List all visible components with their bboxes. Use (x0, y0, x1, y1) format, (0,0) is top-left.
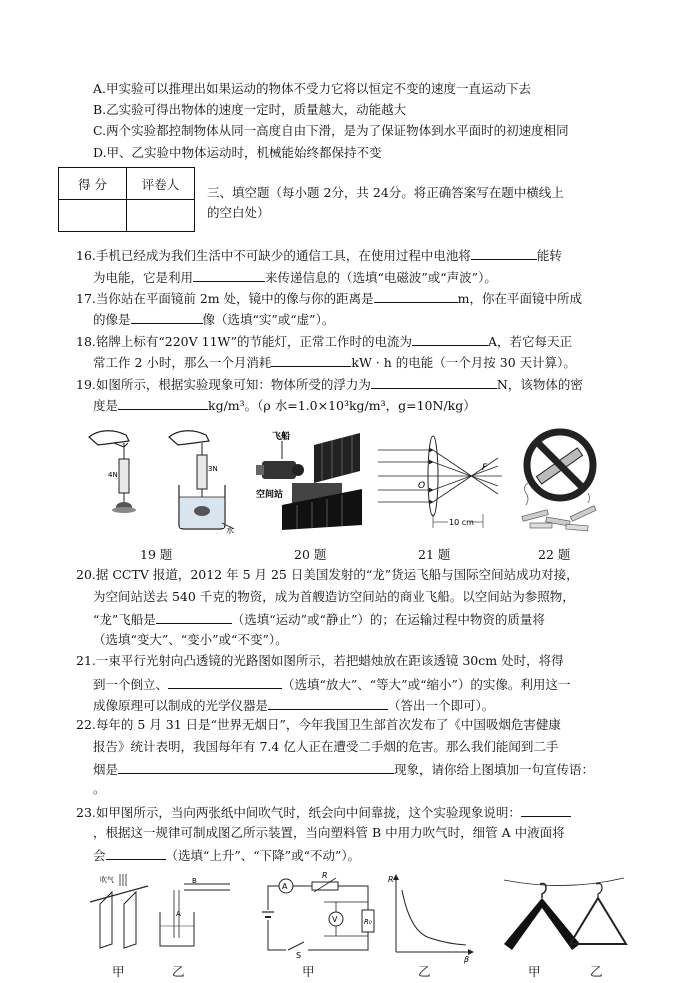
q21-line1: 21.一束平行光射向凸透镜的光路图如图所示，若把蜡烛放在距该透镜 30cm 处时，将得 (76, 653, 564, 668)
q20-line3: “龙”飞船是 （选填“运动”或“静止”）的；在运输过程中物资的质量将 (93, 612, 545, 627)
grader-cell[interactable] (127, 200, 195, 232)
q19-line2: 度是 kg/m³。（ρ 水=1.0×10³kg/m³，g=10N/kg） (93, 398, 476, 413)
label-o: O (418, 481, 426, 491)
figure-tube (152, 876, 232, 948)
q17-line1: 17.当你站在平面镜前 2m 处，镜中的像与你的距离是 m，你在平面镜中所成 (76, 291, 582, 306)
q23-blank2[interactable] (106, 846, 166, 860)
label-3n: 3N (208, 465, 218, 473)
q23-line1: 23.如甲图所示，当向两张纸中间吹气时，纸会向中间靠拢，这个实验现象说明： (76, 803, 571, 821)
q16-line1: 16.手机已经成为我们生活中不可缺少的通信工具，在使用过程中电池将 能转 (76, 248, 562, 263)
caption-yi-1: 乙 (172, 964, 185, 979)
q18-blank1[interactable] (412, 332, 488, 346)
q19-line1: 19.如图所示，根据实验现象可知：物体所受的浮力为 N，该物体的密 (76, 377, 583, 392)
label-r: R (322, 871, 328, 880)
figure-21 (378, 432, 504, 532)
label-switch: S (296, 951, 302, 960)
paper-right (124, 892, 136, 948)
q22-line3: 烟是 现象，请你给上图填加一句宣传语： (93, 762, 595, 777)
q22-blank1[interactable] (118, 760, 394, 774)
section-title: 三、填空题（每小题 2分，共 24分。将正确答案写在题中横线上 (207, 185, 564, 200)
q17-blank1[interactable] (374, 289, 458, 303)
rheostat-icon (312, 882, 338, 890)
q19-blank2[interactable] (118, 396, 208, 410)
score-cell[interactable] (59, 200, 127, 232)
q21-blank1[interactable] (168, 675, 282, 689)
hand-right-icon (169, 431, 209, 445)
hanger-thick-icon (504, 884, 580, 951)
figure-20 (252, 425, 362, 530)
label-water: 水 (226, 526, 234, 535)
caption-jia-1: 甲 (112, 964, 125, 979)
figure-22 (516, 425, 602, 533)
q20-line2: 为空间站送去 540 千克的物资，成为首艘造访空间站的商业飞船。以空间站为参照物， (93, 589, 575, 604)
caption-19: 19 题 (140, 547, 173, 562)
option-c: C.两个实验都控制物体从同一高度自由下滑，是为了保证物体到水平面时的初速度相同 (93, 123, 569, 138)
caption-21: 21 题 (418, 547, 451, 562)
option-a: A.甲实验可以推理出如果运动的物体不受力它将以恒定不变的速度一直运动下去 (93, 81, 532, 96)
hand-left-icon (89, 431, 129, 447)
caption-yi-3: 乙 (590, 964, 603, 979)
q23-line3: 会 （选填“上升”、“下降”或“不动”）。 (93, 848, 361, 863)
q20-line4: （选填“变大”、“变小”或“不变”）。 (93, 632, 288, 647)
label-graph-x: β (464, 955, 470, 964)
q21-blank2[interactable] (268, 696, 388, 710)
caption-jia-2: 甲 (302, 964, 315, 979)
caption-20: 20 题 (294, 547, 327, 562)
label-blow: 吹气 (100, 876, 114, 884)
q22-line2: 报告》统计表明，我国每年有 7.4 亿人正在遭受二手烟的危害。那么我们能闻到二手 (93, 739, 559, 754)
q16-blank1[interactable] (471, 246, 537, 260)
label-10cm: 10 cm (449, 518, 474, 527)
q23-blank1[interactable] (521, 803, 571, 817)
figure-19 (84, 425, 234, 535)
option-b: B.乙实验可得出物体的速度一定时，质量越大，动能越大 (93, 102, 407, 117)
label-r0: R₀ (364, 918, 372, 926)
label-ship: 飞船 (272, 432, 291, 442)
label-ammeter: A (282, 882, 288, 891)
q18-line2: 常工作 2 小时，那么一个月消耗 kW · h 的电能（一个月按 30 天计算）。 (93, 355, 576, 370)
q23-line2: ，根据这一规律可制成图乙所示装置，当向塑料管 B 中用力吹气时，细管 A 中液面将 (93, 825, 565, 840)
spring-scale-right (197, 455, 207, 489)
score-table (58, 167, 195, 232)
q19-blank1[interactable] (371, 375, 497, 389)
q22-line1: 22.每年的 5 月 31 日是“世界无烟日”，今年我国卫生部首次发布了《中国吸烟危害健康 (76, 717, 561, 732)
label-voltmeter: V (332, 915, 338, 924)
grader-header: 评卷人 (127, 168, 195, 200)
section-title-cont: 的空白处） (207, 205, 270, 220)
label-station: 空间站 (256, 490, 284, 500)
label-4n: 4N (108, 471, 118, 479)
label-graph-y: R (388, 875, 394, 884)
hanger-thin-icon (570, 884, 626, 945)
paper-left (100, 892, 112, 948)
caption-yi-2: 乙 (418, 964, 431, 979)
graph-curve (402, 890, 466, 945)
q21-line2: 到一个倒立、 （选填“放大”、“等大”或“缩小”）的实像。利用这一 (93, 677, 571, 692)
q18-blank2[interactable] (271, 353, 351, 367)
label-tube-a: A (176, 910, 181, 918)
q18-line1: 18.铭牌上标有“220V 11W”的节能灯，正常工作时的电流为 A，若它每天正 (76, 334, 573, 349)
q16-blank2[interactable] (193, 268, 265, 282)
figure-graph (386, 872, 476, 964)
spring-scale-left (119, 459, 129, 493)
caption-22: 22 题 (538, 547, 571, 562)
q21-line3: 成像原理可以制成的光学仪器是 （答出一个即可）。 (93, 698, 495, 713)
label-f: F (482, 463, 488, 473)
caption-jia-3: 甲 (528, 964, 541, 979)
no-smoking-icon (527, 432, 593, 498)
label-tube-b: B (192, 877, 197, 885)
q17-blank2[interactable] (131, 310, 203, 324)
q20-line1: 20.据 CCTV 报道，2012 年 5 月 25 日美国发射的“龙”货运飞船与国际空间站成功对接， (76, 567, 579, 582)
figure-circuit (258, 872, 378, 958)
q20-blank1[interactable] (156, 610, 232, 624)
figure-hangers (500, 874, 630, 954)
option-d: D.甲、乙实验中物体运动时，机械能始终都保持不变 (93, 145, 382, 160)
figure-blow-paper (86, 872, 150, 950)
q16-line2: 为电能，它是利用 来传递信息的（选填“电磁波”或“声波”）。 (93, 270, 497, 285)
q17-line2: 的像是 像（选填“实”或“虚”）。 (93, 312, 335, 327)
score-header: 得 分 (59, 168, 127, 200)
q22-line4: 。 (93, 781, 106, 796)
